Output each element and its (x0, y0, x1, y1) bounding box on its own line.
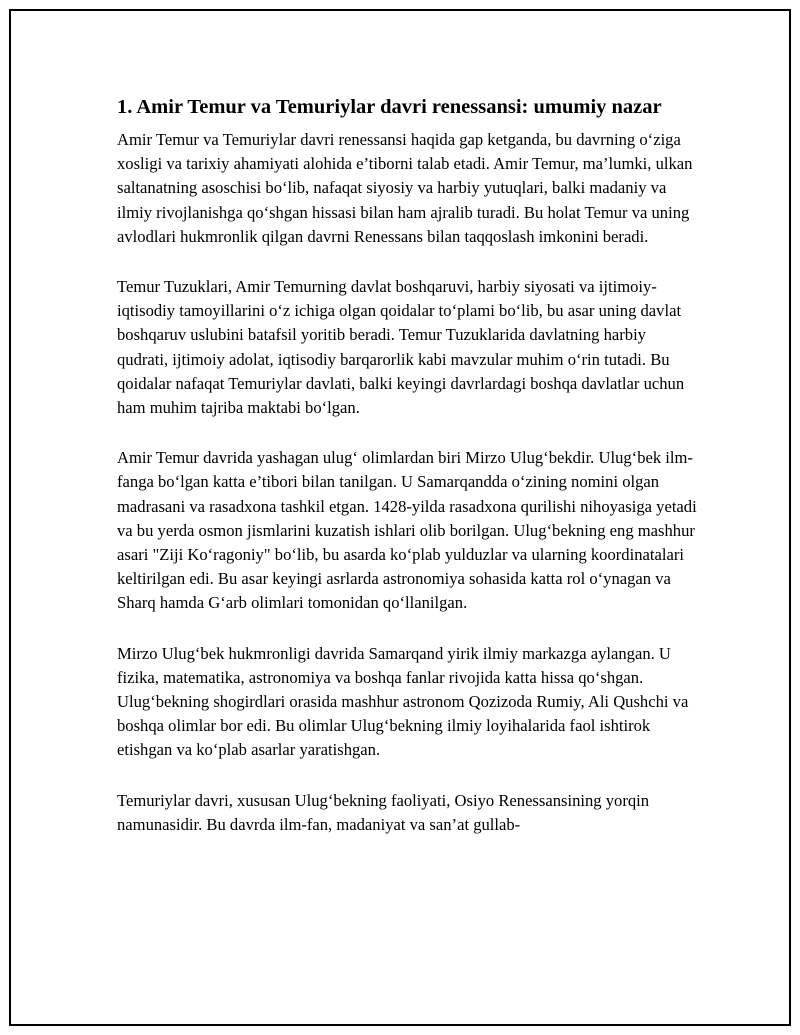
paragraph-ulugbek: Amir Temur davrida yashagan ulug‘ olimlardan biri Mirzo Ulug‘bekdir. Ulug‘bek ilm-fanga bo‘lgan katta e’tibori bilan tanilgan. U Samarqandda o‘zining nomini olgan madrasani va rasadxona tashkil etgan. 1428-yilda rasadxona qurilishi nihoyasiga yetadi va bu yerda osmon jismlarini kuzatish ishlari olib borilgan. Ulug‘bekning eng mashhur asari "Ziji Ko‘ragoniy" bo‘lib, bu asarda ko‘plab yulduzlar va ularning koordinatalari keltirilgan edi. Bu asar keyingi asrlarda astronomiya sohasida katta rol o‘ynagan va Sharq hamda G‘arb olimlari tomonidan qo‘llanilgan. (117, 448, 697, 613)
paragraph-intro: Amir Temur va Temuriylar davri renessansi haqida gap ketganda, bu davrning o‘ziga xosligi va tarixiy ahamiyati alohida e’tiborni talab etadi. Amir Temur, ma’lumki, ulkan saltanatning asoschisi bo‘lib, nafaqat siyosiy va harbiy yutuqlari, balki madaniy va ilmiy rivojlanishga qo‘shgan hissasi bilan ham ajralib turadi. Bu holat Temur va uning avlodlari hukmronlik qilgan davrni Renessans bilan taqqoslash imkonini beradi. (117, 130, 693, 246)
paragraph-samarqand: Mirzo Ulug‘bek hukmronligi davrida Samarqand yirik ilmiy markazga aylangan. U fizika, matematika, astronomiya va boshqa fanlar rivojida katta hissa qo‘shgan. Ulug‘bekning shogirdlari orasida mashhur astronom Qozizoda Rumiy, Ali Qushchi va boshqa olimlar bor edi. Bu olimlar Ulug‘bekning ilmiy loyihalarida faol ishtirok etishgan va ko‘plab asarlar yaratishgan. (117, 643, 689, 760)
paragraph-temur-tuzuklari: Temur Tuzuklari, Amir Temurning davlat boshqaruvi, harbiy siyosati va ijtimoiy-iqtisodiy tamoyillarini o‘z ichiga olgan qoidalar to‘plami bo‘lib, bu asar uning davlat boshqaruv uslubini batafsil yoritib beradi. Temur Tuzuklarida davlatning harbiy qudrati, ijtimoiy adolat, iqtisodiy barqarorlik kabi mavzular muhim o‘rin tutadi. Bu qoidalar nafaqat Temuriylar davlati, balki keyingi davrlardagi boshqa davlatlar uchun ham muhim tajriba maktabi bo‘lgan. (117, 277, 685, 418)
section-heading: 1. Amir Temur va Temuriylar davri renessansi: umumiy nazar (117, 96, 662, 118)
document-body (117, 92, 697, 863)
paragraph-renaissance: Temuriylar davri, xususan Ulug‘bekning faoliyati, Osiyo Renessansining yorqin namunasidir. Bu davrda ilm-fan, madaniyat va san’at gullab- (117, 790, 650, 834)
